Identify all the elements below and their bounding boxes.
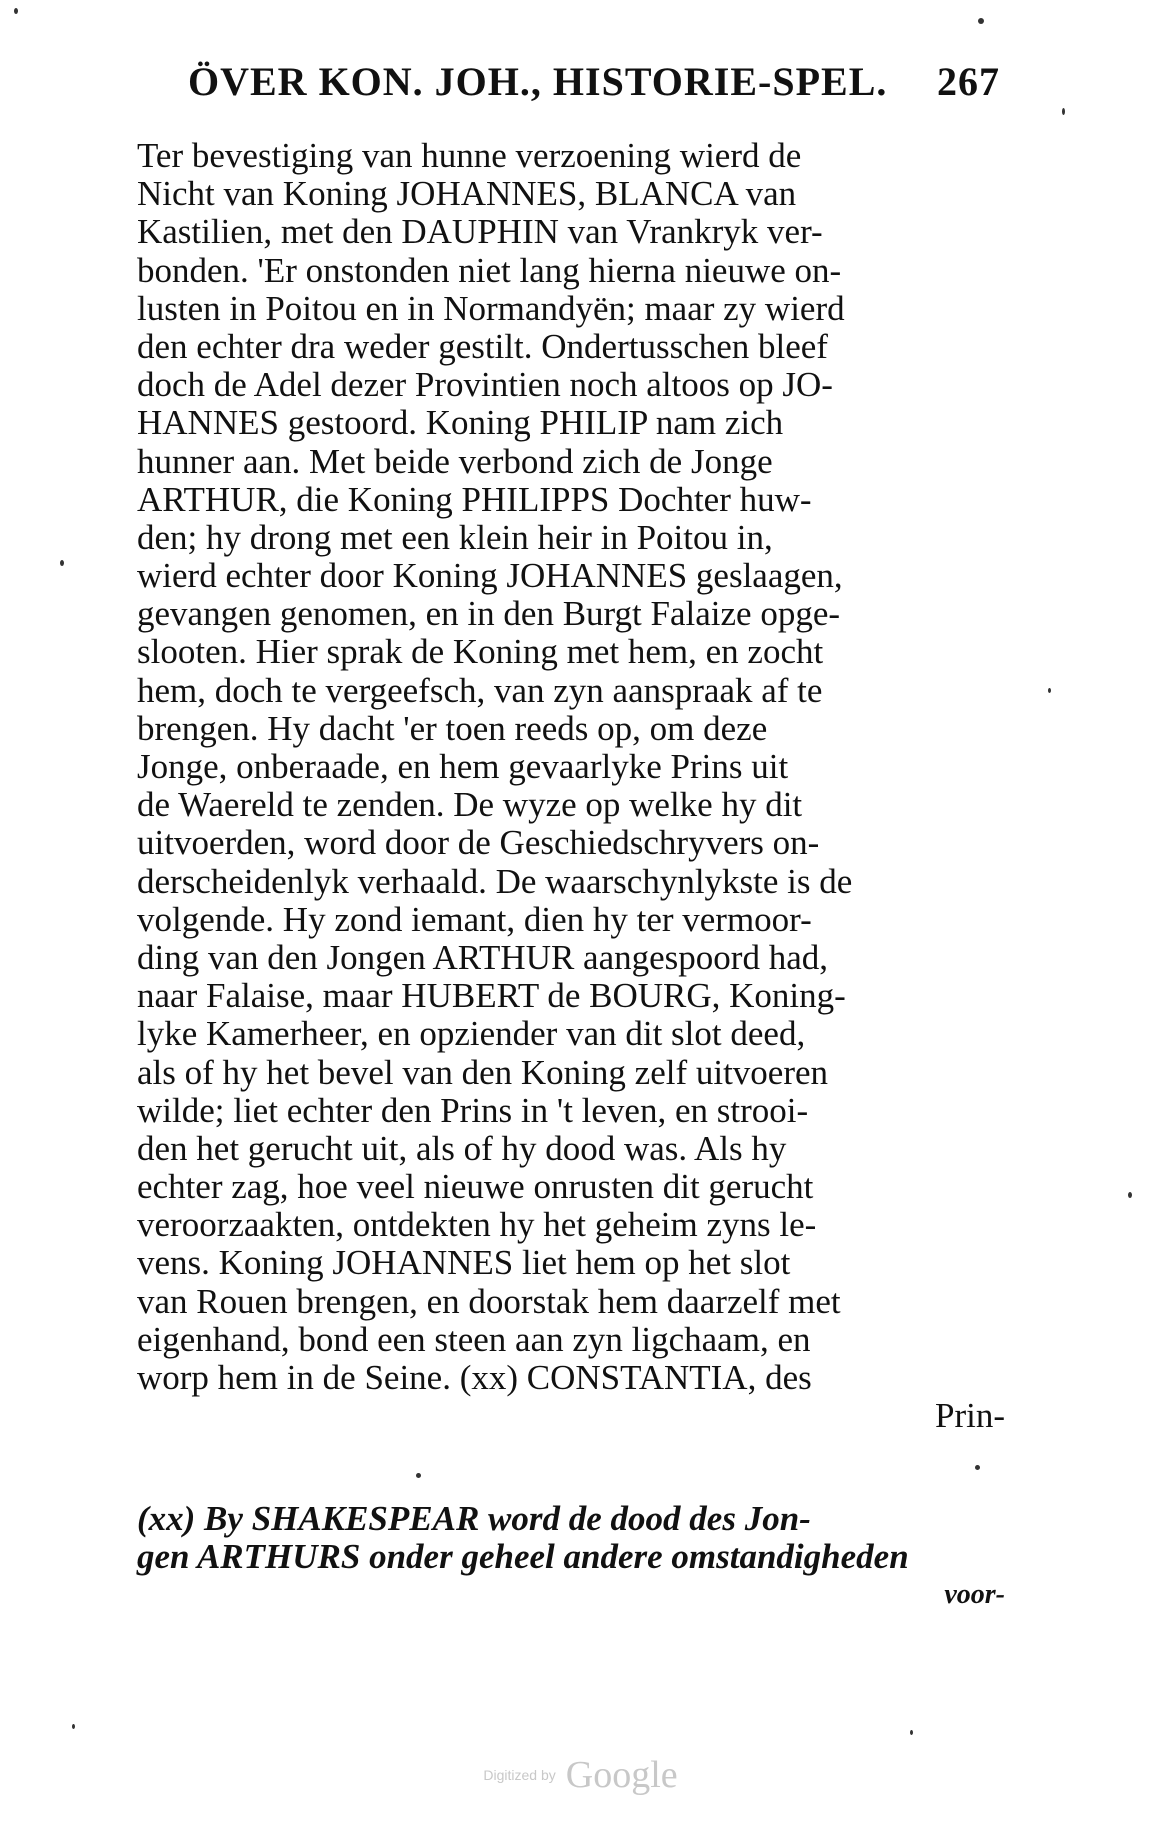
text-line: doch de Adel dezer Provintien noch altoos op JO- [137,365,833,405]
text-line: den het gerucht uit, als of hy dood was. Als hy [137,1128,787,1168]
text-line: uitvoerden, word door de Geschiedschryvers on- [137,823,820,863]
text-line: den echter dra weder gestilt. Ondertusschen bleef [137,326,828,366]
text-line: de Waereld te zenden. De wyze op welke hy dit [137,785,803,825]
text-line: worp hem in de Seine. (xx) CONSTANTIA, des [137,1358,812,1397]
text-line: vens. Koning JOHANNES liet hem op het slot [137,1243,791,1283]
ink-speck [910,1730,913,1735]
text-line: Nicht van Koning JOHANNES, BLANCA van [137,174,797,214]
text-line: Ter bevestiging van hunne verzoening wierd de [137,136,802,175]
ink-speck [978,18,984,24]
ink-speck [60,560,64,566]
ink-speck [416,1473,421,1478]
ink-speck [975,1465,980,1470]
text-line: brengen. Hy dacht 'er toen reeds op, om deze [137,708,768,748]
catchword: Prin- [935,1396,1005,1436]
body-text [137,137,1005,1435]
google-logo: Google [565,1754,678,1796]
text-line: hunner aan. Met beide verbond zich de Jonge [137,441,773,481]
digitized-watermark [0,1753,1161,1797]
text-line: Jonge, onberaade, en hem gevaarlyke Prins uit [137,747,789,786]
footnote-line: (xx) By SHAKESPEAR word de dood des Jon- [137,1499,811,1538]
text-line: veroorzaakten, ontdekten hy het geheim zyns le- [137,1205,817,1245]
text-line: lyke Kamerheer, en opziender van dit slot deed, [137,1014,806,1054]
text-line: eigenhand, bond een steen aan zyn ligchaam, en [137,1319,811,1359]
text-line: van Rouen brengen, en doorstak hem daarzelf met [137,1281,841,1321]
running-title: ÖVER KON. JOH., HISTORIE-SPEL. [188,59,888,104]
text-line: bonden. 'Er onstonden niet lang hierna nieuwe on- [137,250,842,290]
text-line: HANNES gestoord. Koning PHILIP nam zich [137,403,784,443]
ink-speck [1128,1192,1132,1198]
text-line: ARTHUR, die Koning PHILIPPS Dochter huw- [137,479,812,519]
text-line: ding van den Jongen ARTHUR aangespoord had, [137,937,828,977]
footnote-line: gen ARTHURS onder geheel andere omstandigheden [137,1537,909,1577]
text-line: wierd echter door Koning JOHANNES geslaagen, [137,556,843,596]
text-line: naar Falaise, maar HUBERT de BOURG, Koning- [137,976,846,1016]
page-number: 267 [937,59,1000,104]
text-line: volgende. Hy zond iemant, dien hy ter vermoor- [137,899,812,939]
ink-speck [72,1724,75,1729]
text-line: gevangen genomen, en in den Burgt Falaize opge- [137,594,841,634]
text-line: den; hy drong met een klein heir in Poitou in, [137,517,773,557]
ink-speck [1062,108,1065,115]
ink-speck [1048,688,1051,693]
ink-speck [14,8,18,14]
text-line: wilde; liet echter den Prins in 't leven, en strooi- [137,1090,809,1130]
text-line: echter zag, hoe veel nieuwe onrusten dit gerucht [137,1167,814,1207]
running-header [188,58,1000,106]
text-line: hem, doch te vergeefsch, van zyn aanspraak af te [137,670,823,710]
watermark-caption: Digitized by [483,1767,556,1783]
text-line: Kastilien, met den DAUPHIN van Vrankryk ver- [137,212,823,252]
text-line: als of hy het bevel van den Koning zelf uitvoeren [137,1052,829,1092]
text-line: lusten in Poitou en in Normandyën; maar zy wierd [137,288,845,328]
footnote-catchword: voor- [944,1579,1005,1611]
text-line: slooten. Hier sprak de Koning met hem, en zocht [137,632,824,672]
footnote [137,1500,1005,1615]
text-line: derscheidenlyk verhaald. De waarschynlykste is de [137,861,853,901]
